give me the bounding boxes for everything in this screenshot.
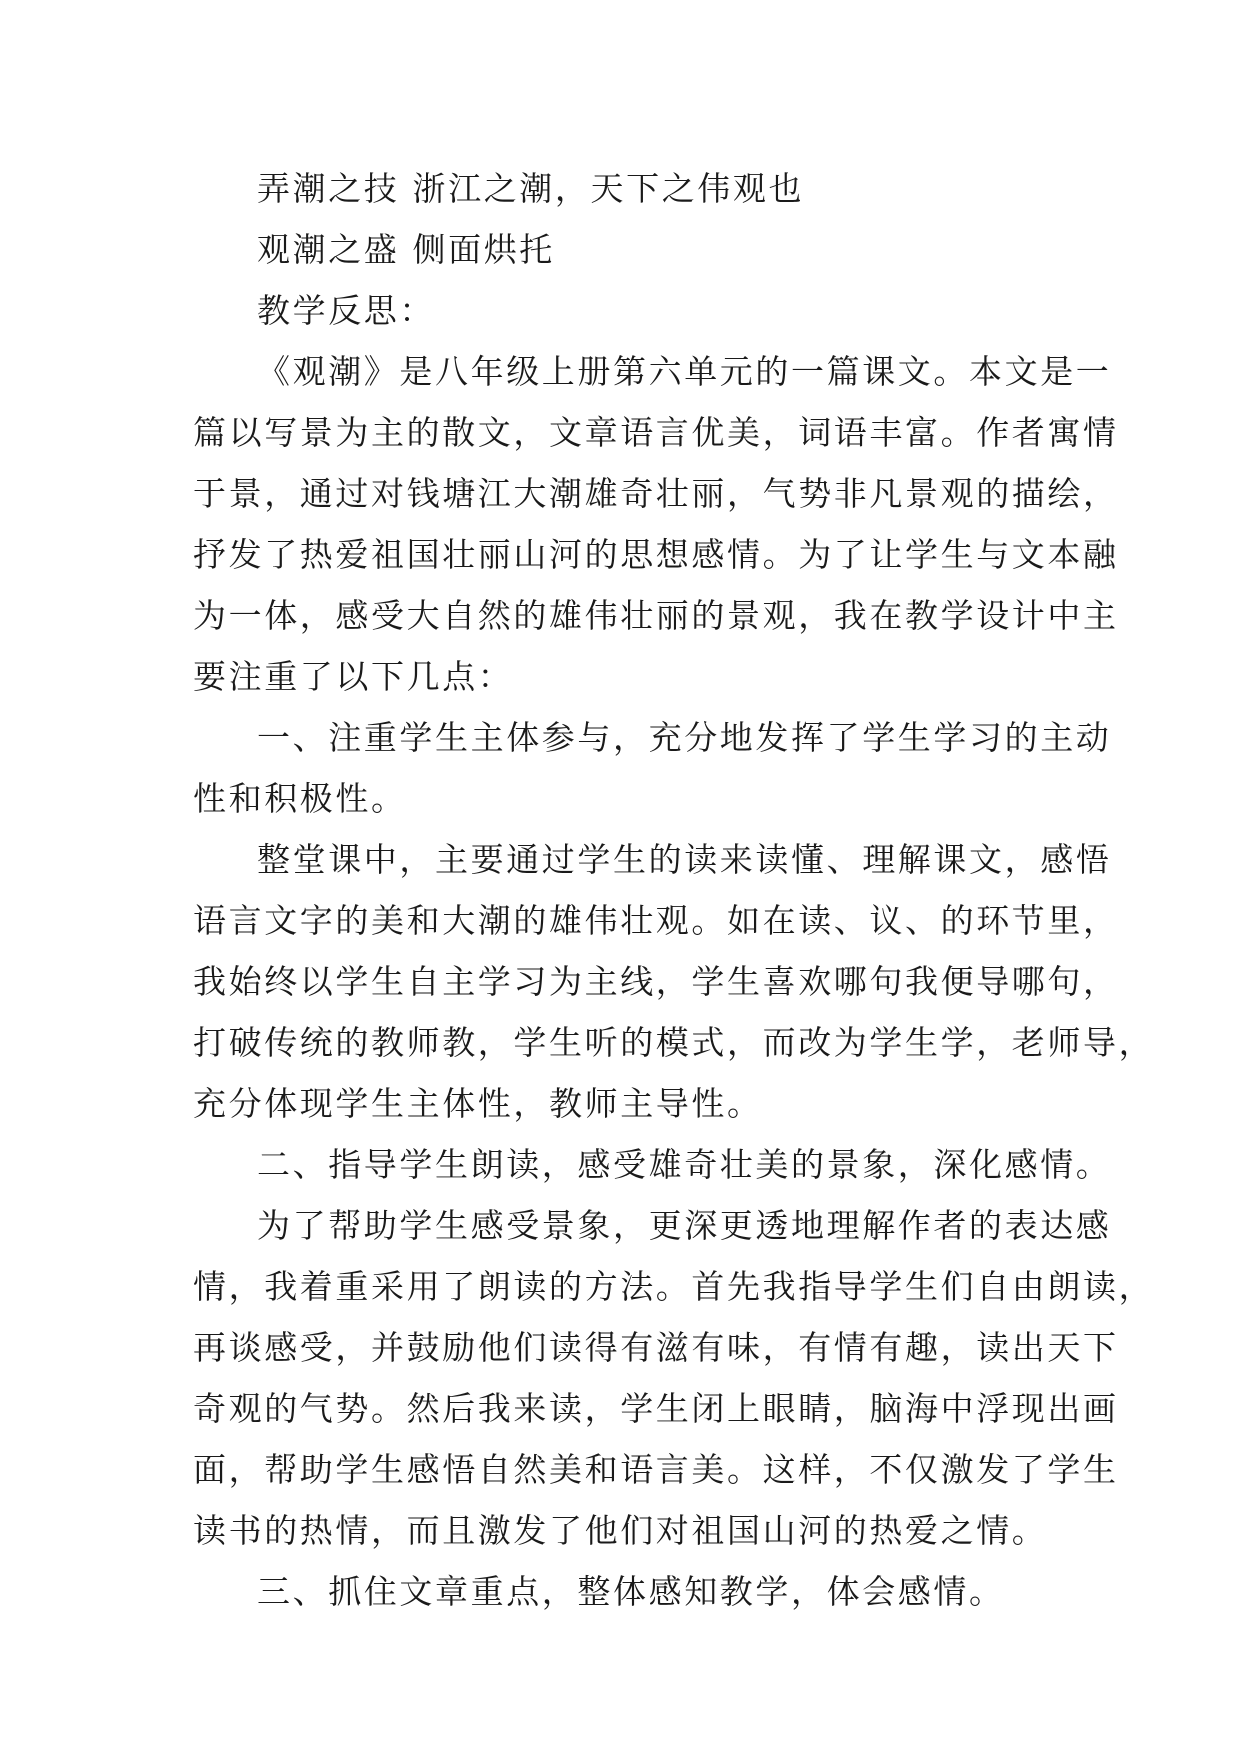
text-line: 弄潮之技 浙江之潮，天下之伟观也 [257,169,805,208]
text-line: 读书的热情，而且激发了他们对祖国山河的热爱之情。 [193,1511,1048,1550]
document-body [193,158,1155,1622]
text-line: 奇观的气势。然后我来读，学生闭上眼睛，脑海中浮现出画 [193,1389,1119,1428]
text-line: 再谈感受，并鼓励他们读得有滋有味，有情有趣，读出天下 [193,1328,1119,1367]
point-heading: 三、抓住文章重点，整体感知教学，体会感情。 [257,1572,1005,1611]
text-line: 篇以写景为主的散文，文章语言优美，词语丰富。作者寓情 [193,413,1119,452]
text-line: 为一体，感受大自然的雄伟壮丽的景观，我在教学设计中主 [193,596,1119,635]
text-line: 充分体现学生主体性，教师主导性。 [193,1084,763,1123]
text-line: 为了帮助学生感受景象，更深更透地理解作者的表达感 [257,1206,1112,1245]
text-line: 面，帮助学生感悟自然美和语言美。这样，不仅激发了学生 [193,1450,1119,1489]
text-line: 抒发了热爱祖国壮丽山河的思想感情。为了让学生与文本融 [193,535,1119,574]
text-line: 打破传统的教师教，学生听的模式，而改为学生学，老师导， [193,1023,1155,1062]
point-heading: 二、指导学生朗读，感受雄奇壮美的景象，深化感情。 [257,1145,1112,1184]
text-line: 《观潮》是八年级上册第六单元的一篇课文。本文是一 [257,352,1112,391]
text-line: 情，我着重采用了朗读的方法。首先我指导学生们自由朗读， [193,1267,1155,1306]
point-heading: 一、注重学生主体参与，充分地发挥了学生学习的主动 [257,718,1112,757]
text-line: 语言文字的美和大潮的雄伟壮观。如在读、议、的环节里， [193,901,1119,940]
text-line: 整堂课中，主要通过学生的读来读懂、理解课文，感悟 [257,840,1112,879]
text-line: 我始终以学生自主学习为主线，学生喜欢哪句我便导哪句， [193,962,1119,1001]
text-line: 性和积极性。 [193,779,407,818]
text-line: 于景，通过对钱塘江大潮雄奇壮丽，气势非凡景观的描绘， [193,474,1119,513]
section-heading: 教学反思： [257,291,435,330]
text-line: 要注重了以下几点： [193,657,514,696]
text-line: 观潮之盛 侧面烘托 [257,230,555,269]
